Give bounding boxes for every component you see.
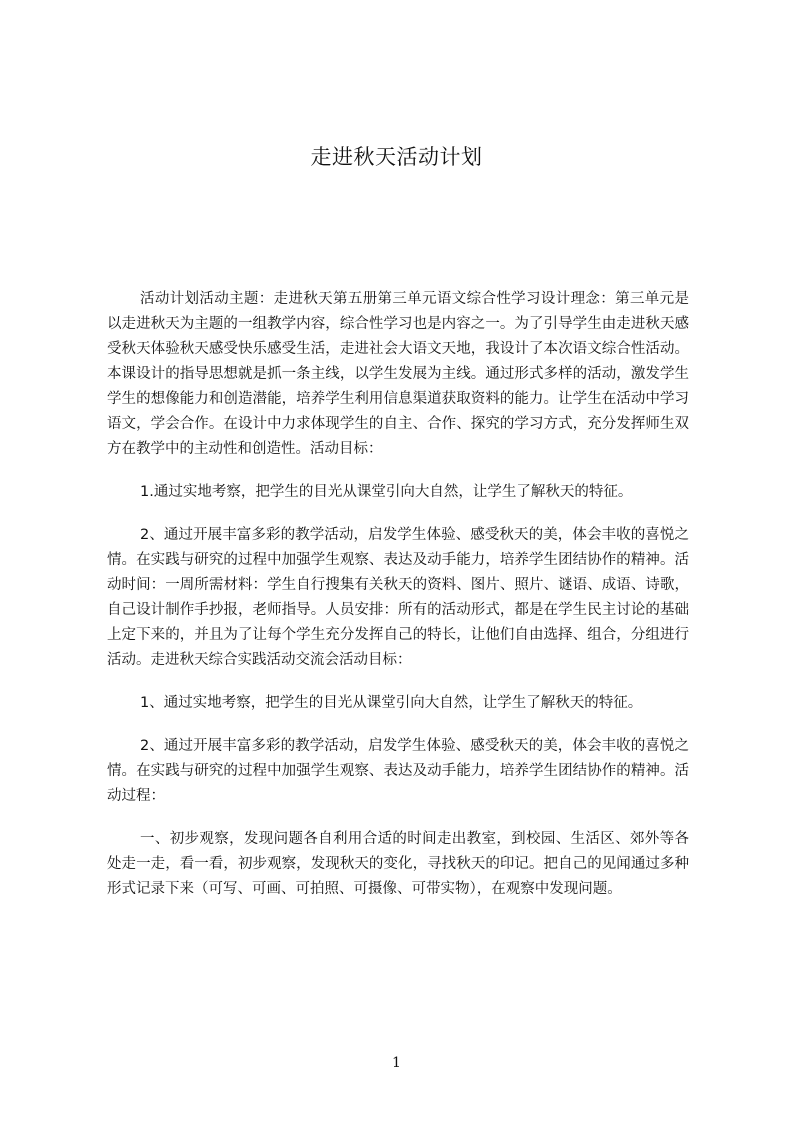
paragraph-activity-plan: 活动计划活动主题：走进秋天第五册第三单元语文综合性学习设计理念：第三单元是以走进秋天为主题的一组教学内容，综合性学习也是内容之一。为了引导学生由走进秋天感受秋天体验秋天感受快乐感受生活，走进社会大语文天地，我设计了本次语文综合性活动。本课设计的指导思想就是抓一条主线，以学生发展为主线。通过形式多样的活动，激发学生学生的想像能力和创造潜能，培养学生利用信息渠道获取资料的能力。让学生在活动中学习语文，学会合作。在设计中力求体现学生的自主、合作、探究的学习方式，充分发挥师生双方在教学中的主动性和创造性。活动目标：	[107, 291, 689, 457]
paragraph-exchange-goal-1: 1、通过实地考察，把学生的目光从课堂引向大自然，让学生了解秋天的特征。	[140, 695, 643, 711]
paragraph-exchange-goal-2: 2、通过开展丰富多彩的教学活动，启发学生体验、感受秋天的美，体会丰收的喜悦之情。在实践与研究的过程中加强学生观察、表达及动手能力，培养学生团结协作的精神。活动过程：	[107, 738, 689, 804]
paragraph-process-step-1: 一、初步观察，发现问题各自利用合适的时间走出教室，到校园、生活区、郊外等各处走一走，看一看，初步观察，发现秋天的变化，寻找秋天的印记。把自己的见闻通过多种形式记录下来（可写、可画、可拍照、可摄像、可带实物），在观察中发现问题。	[107, 831, 689, 897]
paragraph-goal-2-and-arrangements: 2、通过开展丰富多彩的教学活动，启发学生体验、感受秋天的美，体会丰收的喜悦之情。在实践与研究的过程中加强学生观察、表达及动手能力，培养学生团结协作的精神。活动时间：一周所需材料：学生自行搜集有关秋天的资料、图片、照片、谜语、成语、诗歌，自己设计制作手抄报，老师指导。人员安排：所有的活动形式，都是在学生民主讨论的基础上定下来的，并且为了让每个学生充分发挥自己的特长，让他们自由选择、组合，分组进行活动。走进秋天综合实践活动交流会活动目标：	[107, 527, 689, 668]
document-body	[107, 287, 689, 920]
paragraph-goal-1: 1.通过实地考察，把学生的目光从课堂引向大自然，让学生了解秋天的特征。	[140, 484, 633, 500]
document-title: 走进秋天活动计划	[310, 145, 483, 169]
page-number: 1	[392, 1055, 401, 1071]
